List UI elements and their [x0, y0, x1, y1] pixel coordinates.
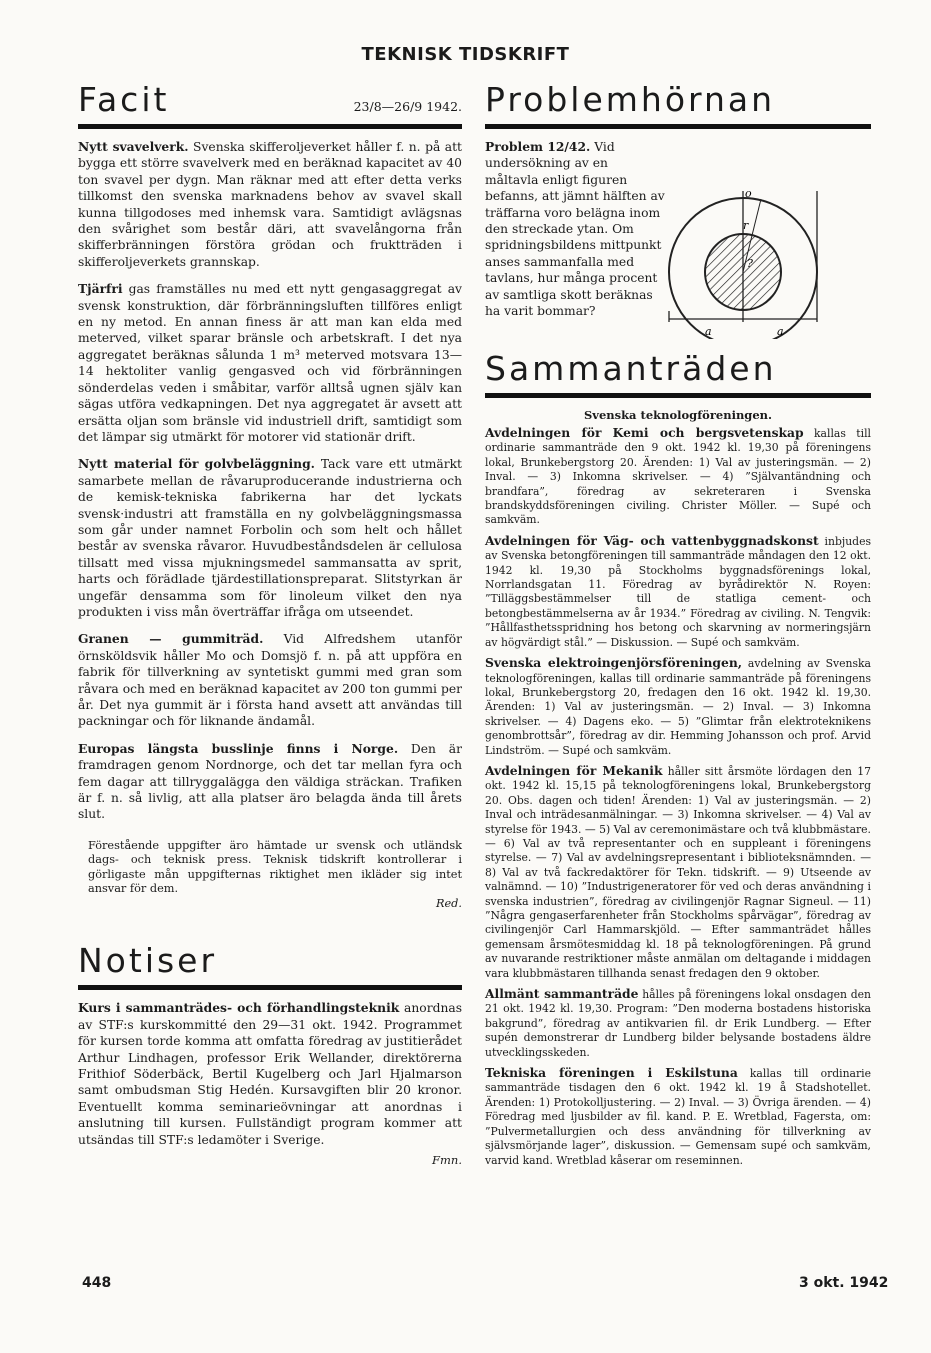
item-body: Vid Alfredshem utanför örnsköldsvik håller Mo och Domsjö f. n. på att uppföra en fabrik för tillverkning av syntetiskt gummi med gran som råvara och med en beräknad kapacitet av 200 ton gummi per år. Det nya gummit är i första hand avsett att användas till packningar och för liknande ändamål.	[78, 632, 462, 729]
label-o: o	[745, 187, 752, 200]
entry-body: hålles på föreningens lokal onsdagen den 21 okt. 1942 kl. 19,30. Program: ”Den moderna bostadens historiska bakgrund”, föredrag av antikvarien fil. dr Erik Lundberg. — Efter supén demonstrerar dr Lundberg bilder belysande bostadens äldre utvecklingsskeden.	[485, 988, 871, 1059]
item-lede: Granen — gummiträd.	[78, 631, 264, 647]
item-body: Tack vare ett utmärkt samarbete mellan de råvaruproducerande industrierna och de kemisk-tekniska fabrikerna har det lyckats svensk·industri att framställa en ny golvbeläggningsmassa som går under namnet Forbolin och som helt och hållet består av svenska råvaror. Huvudbeståndsdelen är cellulosa tillsatt med vissa mjukningsmedel sammansatta av sprit, harts och förädlade tjärdestillationspreparat. Slitstyrkan är ungefär densamma som för linoleum vilket den nya produkten i viss mån överträffar ifråga om utseendet.	[78, 457, 462, 619]
sammantraden-heading: Sammanträden	[485, 349, 777, 388]
facit-item	[78, 741, 462, 823]
item-body: Den är framdragen genom Nordnorge, och det tar mellan fyra och fem dagar att tillryggalägga den väldiga sträckan. Trafiken är f. n. så livlig, att alla platser äro belagda ända till årets slut.	[78, 741, 462, 822]
item-body: anordnas av STF:s kurskommitté den 29—31 okt. 1942. Programmet för kursen torde komma att omfatta föredrag av justitierådet Arthur Lindhagen, professor Erik Wellander, direktörerna Frithiof Söderbäck, Bertil Kugelberg och Jarl Hjalmarson samt ombudsman Stig Hedén. Kursavgiften blir 20 kronor. Eventuellt komma seminarieövningar att anordnas i anslutning till kursen. Fullständigt program kommer att utsändas till STF:s ledamöter i Sverige.	[78, 1001, 463, 1147]
sammantraden-rule	[485, 393, 871, 398]
problem-rule	[485, 124, 871, 129]
sammantraden-subheading: Svenska teknologföreningen.	[583, 408, 773, 422]
facit-item	[78, 456, 462, 620]
sources-note	[88, 839, 462, 912]
entry-head: Tekniska föreningen i Eskilstuna	[485, 1065, 738, 1081]
sources-note-signature: Red.	[435, 896, 462, 910]
item-lede: Nytt svavelverk.	[78, 139, 189, 154]
item-lede: Kurs i sammanträdes- och förhandlingsteknik	[78, 1000, 400, 1016]
item-lede: Tjärfri	[78, 281, 123, 297]
facit-header	[78, 80, 462, 120]
meeting-entry	[485, 534, 871, 650]
entry-head: Avdelningen för Kemi och bergsvetenskap	[485, 425, 804, 440]
item-lede: Nytt material för golvbeläggning.	[78, 456, 315, 472]
right-column	[485, 80, 871, 1174]
notiser-rule	[78, 985, 462, 990]
page-number: 448	[82, 1275, 112, 1291]
problem-lede: Problem 12/42.	[485, 139, 591, 154]
label-a2: a	[777, 325, 784, 338]
entry-head: Svenska elektroingenjörsföreningen,	[485, 655, 743, 671]
problem-heading: Problemhörnan	[485, 80, 776, 119]
item-body: gas framställes nu med ett nytt gengasaggregat av svensk konstruktion, där förbränningsluften tillföres enligt en ny metod. En annan finess är att man kan elda med meterved, vilket sparar bränsle och arbetskraft. I det nya aggregatet beräknas sålunda 1 m³ meterved motsvara 13—14 hektoliter vanlig gengasved och vid förbränningen sönderdelas veden i småbitar, varför alltså ugnen själv kan sägas utföra vedkapningen. Det nya aggregatet är avsett att ersätta oljan som bränsle vid industriell drift, samtidigt som det lämpar sig utmärkt för motorer vid stationär drift.	[78, 282, 462, 444]
label-question: ?	[747, 257, 753, 270]
item-body: Svenska skifferoljeverket håller f. n. på att bygga ett större svavelverk med en beräknad kapacitet av 40 ton svavel per dygn. Man räknar med att efter detta verks tillkomst den svenska marknadens behov av svavel skall kunna tillgodoses med inhemsk vara. Samtidigt avlägsnas den svårighet som består däri, att svavelångorna från skifferbränningen förstöra grödan och fruktträden i skifferoljeverkets grannskap.	[78, 140, 462, 269]
label-a1: a	[705, 325, 712, 338]
facit-item	[78, 139, 462, 270]
meeting-entry	[485, 987, 871, 1060]
entry-head: Avdelningen för Mekanik	[485, 762, 663, 778]
target-diagram	[665, 139, 865, 339]
masthead: TEKNISK TIDSKRIFT	[361, 44, 570, 65]
facit-rule	[78, 124, 462, 129]
facit-item	[78, 631, 462, 729]
problem-text	[485, 139, 665, 343]
meeting-entry	[485, 656, 871, 758]
item-lede: Europas längsta busslinje finns i Norge.	[78, 740, 399, 756]
meeting-entry	[485, 764, 871, 981]
issue-date: 3 okt. 1942	[799, 1275, 889, 1291]
problem-block	[485, 139, 871, 343]
entry-body: avdelning av Svenska teknologföreningen, kallas till ordinarie sammanträde på föreningens lokal, Brunkebergstorg 20, fredagen den 16 okt. 1942 kl. 19,30. Ärenden: 1) Val av justeringsmän. — 2) Inval. — 3) Inkomna skrivelser. — 4) Dagens eko. — 5) ”Glimtar från elektroteknikens genombrottsår”, föredrag av dir. Hemming Johansson och prof. Arvid Lindström. — Supé och samkväm.	[485, 657, 871, 757]
left-column	[78, 80, 462, 1167]
meeting-entry	[485, 426, 871, 528]
facit-item	[78, 281, 462, 445]
entry-head: Allmänt sammanträde	[485, 986, 639, 1002]
sources-note-text: Förestående uppgifter äro hämtade ur svensk och utländsk dags- och teknisk press. Teknisk tidskrift kontrollerar i görligaste mån uppgifternas riktighet men ikläder sig intet ansvar för dem.	[88, 838, 462, 896]
facit-dates: 23/8—26/9 1942.	[353, 99, 462, 114]
meeting-entry	[485, 1066, 871, 1168]
notiser-signature: Fmn.	[432, 1153, 462, 1167]
target-figure	[665, 139, 865, 343]
entry-body: håller sitt årsmöte lördagen den 17 okt. 1942 kl. 15,15 på teknologföreningens lokal, Brunkebergstorg 20. Obs. dagen och tiden! Ärenden: 1) Val av justeringsmän. — 2) Inval och inträdesanmälningar. — 3) Inkomna skrivelser. — 4) Val av styrelse för 1943. — 5) Val av ceremonimästare och två klubbmästare. — 6) Val av två representanter och en suppleant i föreningens styrelse. — 7) Val av avdelningsrepresentant i biblioteksnämnden. — 8) Val av två fackredaktörer för Tekn. tidskrift. — 9) Utseende av valnämnd. — 10) ”Industrigeneratorer för ved och deras användning i svenska industrien”, föredrag av civilingenjör Ragnar Signeul. — 11) ”Några gengaserfarenheter från Stockholms spårvägar”, föredrag av civilingenjör Carl Hammarskjöld. — Efter sammanträdet hålles gemensam årsmötesmiddag kl. 18 på teknologföreningen. På grund av nuvarande restriktioner måste anmälan om deltagande i middagen vara klubbmästaren tillhanda senast fredagen den 9 oktober.	[485, 764, 871, 980]
problem-body: Vid undersökning av en måltavla enligt figuren befanns, att jämnt hälften av träffarna voro belägna inom den streckade ytan. Om spridningsbildens mittpunkt anses sammanfalla med tavlans, hur många procent av samtliga skott beräknas ha varit bommar?	[485, 140, 665, 319]
entry-body: inbjudes av Svenska betongföreningen till sammanträde måndagen den 12 okt. 1942 kl. 19,30 på Stockholms byggnadsförenings lokal, Norrlandsgatan 11. Föredrag av byrådirektör N. Royen: ”Tilläggsbestämmelser till de statliga cement- och betongbestämmelserna av år 1934.” Föredrag av civiling. N. Tengvik: ”Hållfasthetsspridning hos betong och skarvning av normeringsjärn av högvärdigt stål.” — Diskussion. — Supé och samkväm.	[485, 534, 871, 649]
entry-head: Avdelningen för Väg- och vattenbyggnadskonst	[485, 532, 819, 548]
problem-paragraph	[485, 139, 665, 319]
notiser-item	[78, 1000, 462, 1148]
entry-body: kallas till ordinarie sammanträde tisdagen den 6 okt. 1942 kl. 19 å Stadshotellet. Ärenden: 1) Protokolljustering. — 2) Inval. — 3) Övriga ärenden. — 4) Föredrag med ljusbilder av fil. kand. P. E. Wretblad, Fagersta, om: ”Pulvermetallurgien och dess användning för tillverkning av självsmörjande lager”, diskussion. — Gemensam supé och samkväm, varvid kand. Wretblad kåserar om reseminnen.	[485, 1067, 871, 1167]
facit-heading: Facit	[78, 80, 170, 119]
entry-body: kallas till ordinarie sammanträde den 9 okt. 1942 kl. 19,30 på föreningens lokal, Brunkebergstorg 20. Ärenden: 1) Val av justeringsmän. — 2) Inval. — 3) Inkomna skrivelser. — 4) ”Självantändning och brandfara”, föredrag av sekreteraren i Svenska brandskyddsföreningen civiling. Christer Möller. — Supé och samkväm.	[485, 427, 871, 527]
notiser-heading: Notiser	[78, 941, 218, 981]
label-r: r	[743, 219, 749, 232]
